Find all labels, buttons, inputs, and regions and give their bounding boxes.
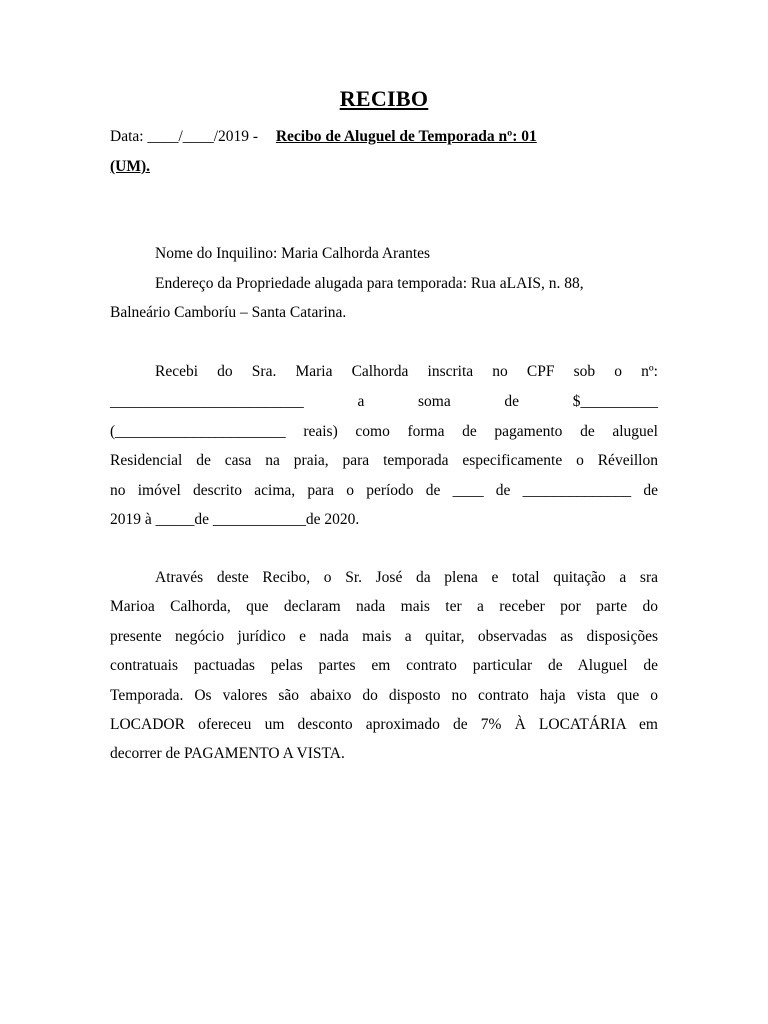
document-title: RECIBO bbox=[339, 86, 429, 111]
paragraph2-line: Através deste Recibo, o Sr. José da plena e total quitação a sra bbox=[155, 569, 658, 586]
receipt-number-label: Recibo de Aluguel de Temporada nº: 01 bbox=[275, 128, 537, 145]
paragraph1-line: Residencial de casa na praia, para temporada especificamente o Réveillon bbox=[110, 452, 658, 469]
paragraph1-line: no imóvel descrito acima, para o período de ____ de ______________ de bbox=[110, 482, 658, 499]
receipt-number-continuation: (UM). bbox=[110, 158, 151, 175]
paragraph2-line: LOCADOR ofereceu um desconto aproximado de 7% À LOCATÁRIA em bbox=[110, 716, 658, 733]
paragraph2-line: contratuais pactuadas pelas partes em contrato particular de Aluguel de bbox=[110, 657, 658, 674]
paragraph2-line: presente negócio jurídico e nada mais a quitar, observadas as disposições bbox=[110, 628, 658, 645]
property-address-line2: Balneário Camboríu – Santa Catarina. bbox=[110, 304, 347, 321]
paragraph1-line: (______________________ reais) como forma de pagamento de aluguel bbox=[110, 423, 658, 440]
property-address-line1: Endereço da Propriedade alugada para temporada: Rua aLAIS, n. 88, bbox=[155, 275, 584, 292]
paragraph1-line: 2019 à _____de ____________de 2020. bbox=[110, 511, 360, 528]
date-field: Data: ____/____/2019 - bbox=[110, 128, 259, 145]
date-line bbox=[110, 128, 537, 146]
paragraph2-line: Marioa Calhorda, que declaram nada mais ter a receber por parte do bbox=[110, 598, 658, 615]
tenant-name: Nome do Inquilino: Maria Calhorda Arantes bbox=[155, 245, 431, 262]
paragraph1-line: Recebi do Sra. Maria Calhorda inscrita no CPF sob o nº: bbox=[155, 363, 658, 380]
paragraph2-line: Temporada. Os valores são abaixo do disposto no contrato haja vista que o bbox=[110, 687, 658, 704]
paragraph2-line: decorrer de PAGAMENTO A VISTA. bbox=[110, 745, 345, 762]
paragraph1-line: _________________________ a soma de $__________ bbox=[110, 393, 658, 410]
